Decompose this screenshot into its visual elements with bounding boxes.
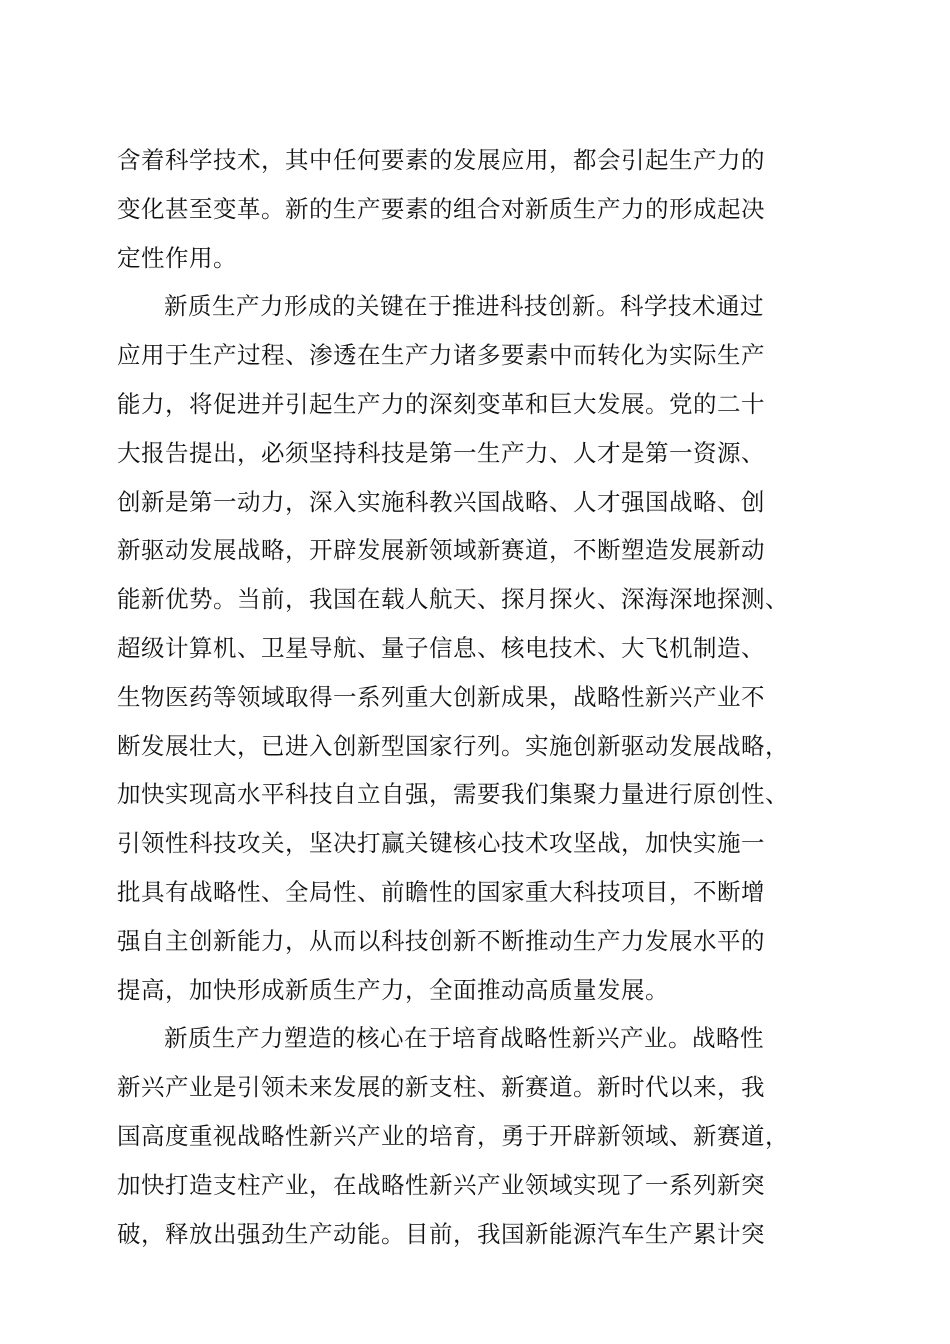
text-line: 批具有战略性、全局性、前瞻性的国家重大科技项目，不断增 (117, 877, 765, 906)
text-line: 新驱动发展战略，开辟发展新领域新赛道，不断塑造发展新动 (117, 536, 765, 565)
text-line: 能力，将促进并引起生产力的深刻变革和巨大发展。党的二十 (117, 389, 765, 418)
text-line: 国高度重视战略性新兴产业的培育，勇于开辟新领域、新赛道， (117, 1121, 789, 1150)
text-line: 断发展壮大，已进入创新型国家行列。实施创新驱动发展战略， (117, 731, 789, 760)
text-line: 变化甚至变革。新的生产要素的组合对新质生产力的形成起决 (117, 194, 765, 223)
text-line: 能新优势。当前，我国在载人航天、探月探火、深海深地探测、 (117, 585, 789, 614)
document-body (117, 136, 837, 1258)
text-line: 生物医药等领域取得一系列重大创新成果，战略性新兴产业不 (117, 682, 765, 711)
text-line: 大报告提出，必须坚持科技是第一生产力、人才是第一资源、 (117, 438, 765, 467)
text-line: 新兴产业是引领未来发展的新支柱、新赛道。新时代以来，我 (117, 1073, 765, 1102)
text-line: 提高，加快形成新质生产力，全面推动高质量发展。 (117, 975, 669, 1004)
text-line: 超级计算机、卫星导航、量子信息、核电技术、大飞机制造、 (117, 633, 765, 662)
text-line: 引领性科技攻关，坚决打赢关键核心技术攻坚战，加快实施一 (117, 829, 765, 858)
text-line: 含着科学技术，其中任何要素的发展应用，都会引起生产力的 (117, 146, 765, 174)
text-line: 强自主创新能力，从而以科技创新不断推动生产力发展水平的 (117, 926, 765, 955)
text-line: 应用于生产过程、渗透在生产力诸多要素中而转化为实际生产 (117, 341, 765, 370)
text-line: 加快打造支柱产业，在战略性新兴产业领域实现了一系列新突 (117, 1170, 765, 1199)
paragraph-start-line: 新质生产力塑造的核心在于培育战略性新兴产业。战略性 (164, 1024, 764, 1053)
text-line: 加快实现高水平科技自立自强，需要我们集聚力量进行原创性、 (117, 780, 789, 809)
text-line: 定性作用。 (117, 243, 237, 272)
paragraph-start-line: 新质生产力形成的关键在于推进科技创新。科学技术通过 (164, 292, 764, 321)
text-line: 破，释放出强劲生产动能。目前，我国新能源汽车生产累计突 (117, 1219, 765, 1248)
text-line: 创新是第一动力，深入实施科教兴国战略、人才强国战略、创 (117, 487, 765, 516)
